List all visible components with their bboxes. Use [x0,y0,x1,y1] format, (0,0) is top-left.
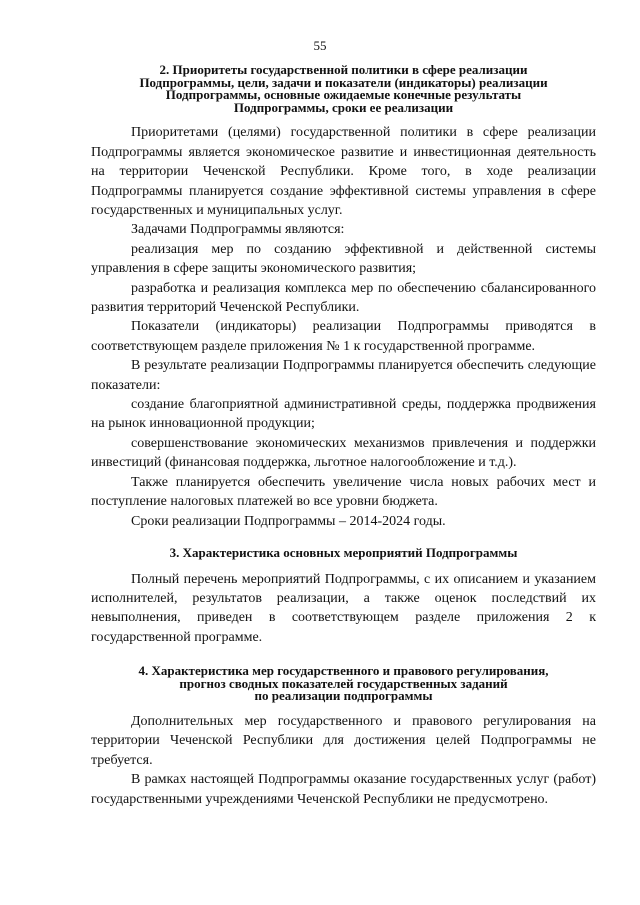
section-4-heading-line: по реализации подпрограммы [254,688,433,704]
paragraph: совершенствование экономических механизмов привлечения и поддержки инвестиций (финансовая поддержка, льготное налогообложение и т.д.). [91,435,596,471]
section-2-heading-line: Подпрограммы, цели, задачи и показатели (индикаторы) реализации [139,74,548,90]
page-number: 55 [313,38,327,53]
paragraph: Также планируется обеспечить увеличение числа новых рабочих мест и поступление налоговых платежей во все уровни бюджета. [91,474,596,510]
section-2-heading-line: 2. Приоритеты государственной политики в сфере реализации [159,62,528,77]
section-4-heading [91,665,596,703]
page-content [91,64,596,809]
paragraph: Дополнительных мер государственного и правового регулирования на территории Чеченской Республики для достижения целей Подпрограммы не требуется. [91,713,596,768]
section-2-body [91,123,596,531]
section-2-heading-line: Подпрограммы, основные ожидаемые конечные результаты [165,87,522,103]
paragraph: создание благоприятной административной среды, поддержка продвижения на рынок инновационной продукции; [91,397,596,432]
section-2-heading [91,64,596,114]
section-3-heading-line: 3. Характеристика основных мероприятий Подпрограммы [169,544,518,560]
section-2-heading-line: Подпрограммы, сроки ее реализации [233,99,454,115]
paragraph: Показатели (индикаторы) реализации Подпрограммы приводятся в соответствующем разделе приложения № 1 к государственной программе. [91,319,596,354]
section-4-heading-line: 4. Характеристика мер государственного и правового регулирования, [138,663,549,679]
section-4-body [91,712,596,809]
paragraph: Сроки реализации Подпрограммы – 2014-2024 годы. [131,513,446,529]
paragraph: Полный перечень мероприятий Подпрограммы, с их описанием и указанием исполнителей, результатов реализации, а также оценок последствий их невыполнения, приведен в соответствующем разделе приложения 2 к государственной программе. [91,571,596,645]
section-3-heading [91,544,596,560]
paragraph: В рамках настоящей Подпрограммы оказание государственных услуг (работ) государственными учреждениями Чеченской Республики не предусмотрено. [91,772,596,807]
paragraph: Приоритетами (целями) государственной политики в сфере реализации Подпрограммы является экономическое развитие и инвестиционная деятельность на территории Чеченской Республики. Кроме того, в ходе реализации Подпрограммы планируется создание эффективной системы управления в сфере государственных и муниципальных услуг. [91,125,596,218]
paragraph: разработка и реализация комплекса мер по обеспечению сбалансированного развития территорий Чеченской Республики. [91,280,596,316]
section-4-heading-line: прогноз сводных показателей государственных заданий [179,675,508,691]
section-3-body [91,570,596,648]
paragraph: реализация мер по созданию эффективной и действенной системы управления в сфере защиты экономического развития; [91,241,596,277]
paragraph: Задачами Подпрограммы являются: [131,222,345,238]
paragraph: В результате реализации Подпрограммы планируется обеспечить следующие показатели: [91,358,596,393]
